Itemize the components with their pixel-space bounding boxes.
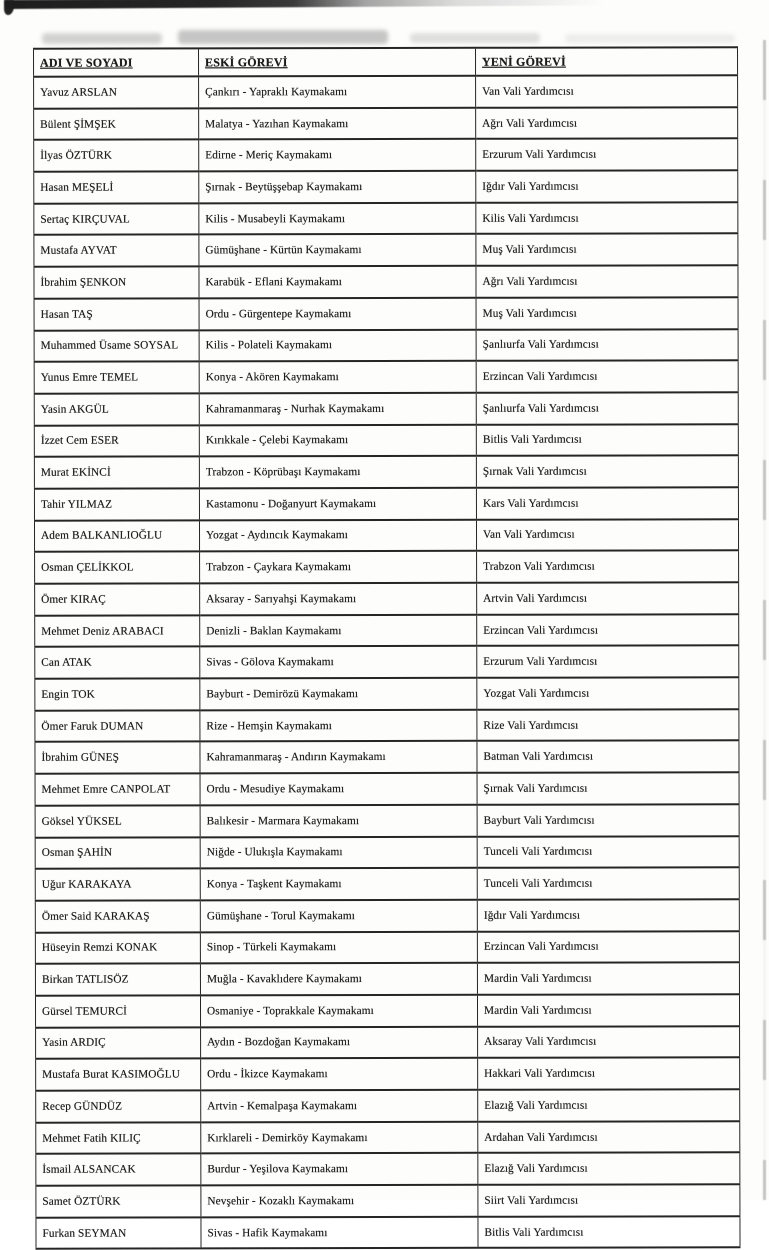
cell-old-position: Kırklareli - Demirköy Kaymakamı [201, 1121, 478, 1153]
cell-old-position: Malatya - Yazıhan Kaymakamı [199, 107, 476, 139]
cell-new-position: Artvin Vali Yardımcısı [477, 582, 739, 614]
cell-name: Mehmet Fatih KILIÇ [36, 1122, 201, 1154]
cell-name: Can ATAK [35, 647, 200, 679]
table-row [35, 931, 739, 964]
cell-old-position: Gümüşhane - Kürtün Kaymakamı [199, 234, 476, 266]
scan-smudge [42, 33, 162, 44]
table-row [35, 804, 739, 837]
cell-old-position: Kilis - Polateli Kaymakamı [199, 329, 476, 361]
cell-name: Yavuz ARSLAN [34, 76, 199, 108]
cell-new-position: Elazığ Vali Yardımcısı [478, 1153, 740, 1185]
cell-new-position: Şanlıurfa Vali Yardımcısı [476, 329, 738, 361]
cell-name: Yasin AKGÜL [34, 393, 199, 425]
cell-old-position: Kahramanmaraş - Nurhak Kaymakamı [199, 393, 476, 425]
cell-old-position: Muğla - Kavaklıdere Kaymakamı [200, 963, 477, 995]
cell-name: Mustafa AYVAT [34, 235, 199, 267]
cell-name: Osman ŞAHİN [35, 837, 200, 869]
cell-new-position: Şanlıurfa Vali Yardımcısı [476, 392, 738, 424]
cell-old-position: Konya - Taşkent Kaymakamı [200, 868, 477, 900]
table-row [34, 170, 738, 203]
cell-name: İsmail ALSANCAK [36, 1154, 201, 1186]
cell-old-position: Şırnak - Beytüşşebap Kaymakamı [199, 171, 476, 203]
cell-new-position: Erzurum Vali Yardımcısı [476, 139, 738, 171]
table-row [36, 1026, 740, 1059]
cell-name: Murat EKİNCİ [34, 457, 199, 489]
cell-name: Tahir YILMAZ [34, 488, 199, 520]
table-row [35, 677, 739, 710]
cell-name: İzzet Cem ESER [34, 425, 199, 457]
cell-old-position: Sinop - Türkeli Kaymakamı [200, 931, 477, 963]
cell-name: Samet ÖZTÜRK [36, 1185, 201, 1217]
table-row [34, 107, 738, 140]
cell-name: İlyas ÖZTÜRK [34, 140, 199, 172]
cell-old-position: Ordu - Gürgentepe Kaymakamı [199, 298, 476, 330]
cell-old-position: Çankırı - Yapraklı Kaymakamı [199, 76, 476, 108]
cell-new-position: Elazığ Vali Yardımcısı [478, 1089, 740, 1121]
cell-old-position: Niğde - Ulukışla Kaymakamı [200, 836, 477, 868]
cell-old-position: Trabzon - Köprübaşı Kaymakamı [199, 456, 476, 488]
cell-name: Yasin ARDIÇ [36, 1027, 201, 1059]
column-header-new-position: YENİ GÖREVİ [476, 47, 738, 76]
cell-old-position: Kırıkkale - Çelebi Kaymakamı [199, 424, 476, 456]
cell-new-position: Kilis Vali Yardımcısı [476, 202, 738, 234]
table-row [35, 646, 739, 679]
cell-old-position: Denizli - Baklan Kaymakamı [200, 614, 477, 646]
cell-new-position: Erzincan Vali Yardımcısı [476, 360, 738, 392]
table-row [34, 265, 738, 298]
cell-new-position: Hakkari Vali Yardımcısı [478, 1058, 740, 1090]
cell-new-position: Şırnak Vali Yardımcısı [476, 456, 738, 488]
table-row [35, 994, 739, 1027]
cell-name: Göksel YÜKSEL [35, 805, 200, 837]
cell-name: Muhammed Üsame SOYSAL [34, 330, 199, 362]
cell-name: Birkan TATLISÖZ [35, 964, 200, 996]
scan-smudge [410, 33, 540, 43]
cell-name: Hasan TAŞ [34, 298, 199, 330]
cell-name: Furkan SEYMAN [36, 1217, 201, 1249]
header-row [34, 47, 738, 76]
cell-old-position: Gümüşhane - Torul Kaymakamı [200, 900, 477, 932]
table-row [35, 963, 739, 996]
cell-name: Hasan MEŞELİ [34, 171, 199, 203]
cell-new-position: Rize Vali Yardımcısı [477, 709, 739, 741]
table-row [35, 709, 739, 742]
table-row [36, 1216, 740, 1249]
cell-name: Mehmet Emre CANPOLAT [35, 774, 200, 806]
table-row [35, 741, 739, 774]
cell-old-position: Sivas - Hafik Kaymakamı [201, 1217, 478, 1249]
cell-new-position: Tunceli Vali Yardımcısı [477, 867, 739, 899]
cell-old-position: Yozgat - Aydıncık Kaymakamı [199, 519, 476, 551]
cell-new-position: Mardin Vali Yardımcısı [477, 994, 739, 1026]
cell-old-position: Aydın - Bozdoğan Kaymakamı [201, 1026, 478, 1058]
cell-new-position: Erzincan Vali Yardımcısı [477, 931, 739, 963]
cell-name: Sertaç KIRÇUVAL [34, 203, 199, 235]
cell-new-position: Mardin Vali Yardımcısı [477, 963, 739, 995]
cell-name: Hüseyin Remzi KONAK [35, 932, 200, 964]
cell-old-position: Bayburt - Demirözü Kaymakamı [200, 678, 477, 710]
scan-smudge [178, 30, 388, 44]
cell-name: İbrahim GÜNEŞ [35, 742, 200, 774]
cell-new-position: Erzurum Vali Yardımcısı [477, 646, 739, 678]
cell-new-position: Şırnak Vali Yardımcısı [477, 772, 739, 804]
cell-new-position: Bitlis Vali Yardımcısı [476, 424, 738, 456]
cell-new-position: Muş Vali Yardımcısı [476, 234, 738, 266]
cell-new-position: Van Vali Yardımcısı [476, 519, 738, 551]
table-row [34, 297, 738, 330]
table-header [34, 47, 738, 76]
cell-new-position: Tunceli Vali Yardımcısı [477, 836, 739, 868]
cell-old-position: Kilis - Musabeyli Kaymakamı [199, 203, 476, 235]
cell-new-position: Siirt Vali Yardımcısı [478, 1184, 740, 1216]
table-row [34, 392, 738, 425]
table-row [36, 1058, 740, 1091]
cell-new-position: Bayburt Vali Yardımcısı [477, 804, 739, 836]
table-row [35, 836, 739, 869]
cell-old-position: Karabük - Eflani Kaymakamı [199, 266, 476, 298]
table-row [35, 582, 739, 615]
cell-new-position: Aksaray Vali Yardımcısı [478, 1026, 740, 1058]
cell-name: Mustafa Burat KASIMOĞLU [36, 1059, 201, 1091]
table-row [35, 614, 739, 647]
table-row [36, 1089, 740, 1122]
table-row [35, 867, 739, 900]
cell-new-position: Ağrı Vali Yardımcısı [476, 265, 738, 297]
cell-new-position: Yozgat Vali Yardımcısı [477, 677, 739, 709]
table-row [36, 1121, 740, 1154]
cell-name: Osman ÇELİKKOL [35, 552, 200, 584]
cell-old-position: Kahramanmaraş - Andırın Kaymakamı [200, 741, 477, 773]
table-row [34, 234, 738, 267]
cell-new-position: Trabzon Vali Yardımcısı [477, 551, 739, 583]
cell-old-position: Sivas - Gölova Kaymakamı [200, 646, 477, 678]
cell-old-position: Ordu - Mesudiye Kaymakamı [200, 773, 477, 805]
cell-new-position: Van Vali Yardımcısı [476, 75, 738, 107]
table-body [34, 75, 740, 1249]
cell-name: Engin TOK [35, 678, 200, 710]
cell-old-position: Trabzon - Çaykara Kaymakamı [200, 551, 477, 583]
table-row [34, 139, 738, 172]
scan-artifact-top-bar [5, 0, 605, 9]
cell-old-position: Osmaniye - Toprakkale Kaymakamı [200, 995, 477, 1027]
cell-new-position: Ardahan Vali Yardımcısı [478, 1121, 740, 1153]
cell-new-position: Kars Vali Yardımcısı [476, 487, 738, 519]
cell-name: İbrahim ŞENKON [34, 267, 199, 299]
cell-old-position: Rize - Hemşin Kaymakamı [200, 710, 477, 742]
table-row [34, 424, 738, 457]
cell-old-position: Aksaray - Sarıyahşi Kaymakamı [200, 583, 477, 615]
cell-name: Ömer KIRAÇ [35, 583, 200, 615]
appointments-table [33, 46, 741, 1250]
scan-smudge [565, 34, 735, 43]
cell-new-position: Muş Vali Yardımcısı [476, 297, 738, 329]
cell-name: Yunus Emre TEMEL [34, 362, 199, 394]
column-header-old-position: ESKİ GÖREVİ [199, 48, 476, 77]
cell-old-position: Artvin - Kemalpaşa Kaymakamı [201, 1090, 478, 1122]
cell-old-position: Nevşehir - Kozaklı Kaymakamı [201, 1185, 478, 1217]
cell-old-position: Burdur - Yeşilova Kaymakamı [201, 1153, 478, 1185]
table-row [36, 1184, 740, 1217]
table-row [34, 519, 738, 552]
column-header-name: ADI VE SOYADI [34, 48, 199, 76]
table-row [34, 329, 738, 362]
table-row [34, 487, 738, 520]
cell-new-position: Erzincan Vali Yardımcısı [477, 614, 739, 646]
cell-name: Adem BALKANLIOĞLU [34, 520, 199, 552]
scan-artifact-right-edge [763, 40, 766, 1200]
cell-name: Ömer Said KARAKAŞ [35, 900, 200, 932]
table-row [35, 772, 739, 805]
cell-old-position: Konya - Akören Kaymakamı [199, 361, 476, 393]
cell-new-position: Bitlis Vali Yardımcısı [478, 1216, 740, 1248]
cell-name: Recep GÜNDÜZ [36, 1090, 201, 1122]
cell-old-position: Edirne - Meriç Kaymakamı [199, 139, 476, 171]
table-row [35, 899, 739, 932]
cell-name: Uğur KARAKAYA [35, 869, 200, 901]
cell-new-position: Batman Vali Yardımcısı [477, 741, 739, 773]
cell-name: Ömer Faruk DUMAN [35, 710, 200, 742]
cell-new-position: Iğdır Vali Yardımcısı [476, 170, 738, 202]
table-row [34, 360, 738, 393]
table-row [34, 75, 738, 108]
table-row [35, 551, 739, 584]
table-row [34, 202, 738, 235]
cell-name: Mehmet Deniz ARABACI [35, 615, 200, 647]
cell-new-position: Ağrı Vali Yardımcısı [476, 107, 738, 139]
cell-old-position: Balıkesir - Marmara Kaymakamı [200, 805, 477, 837]
cell-old-position: Kastamonu - Doğanyurt Kaymakamı [199, 488, 476, 520]
cell-name: Bülent ŞİMŞEK [34, 108, 199, 140]
table-row [34, 456, 738, 489]
table-row [36, 1153, 740, 1186]
cell-new-position: Iğdır Vali Yardımcısı [477, 899, 739, 931]
cell-old-position: Ordu - İkizce Kaymakamı [201, 1058, 478, 1090]
cell-name: Gürsel TEMURCİ [35, 995, 200, 1027]
